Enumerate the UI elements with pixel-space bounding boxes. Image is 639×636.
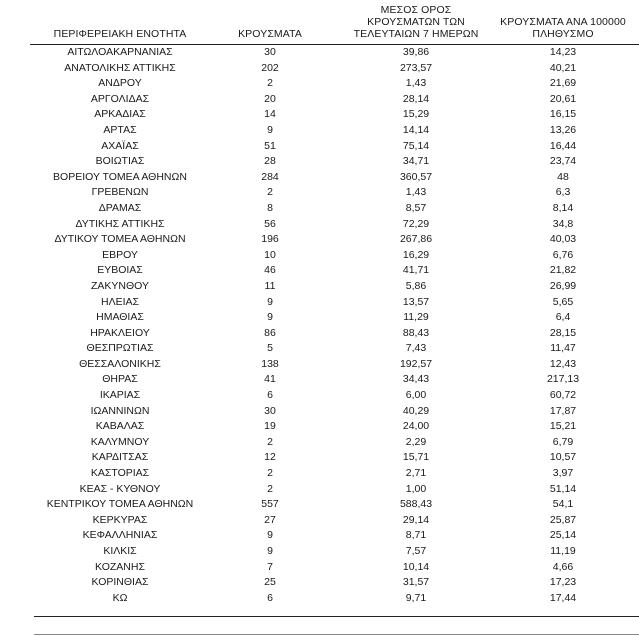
table-row	[0, 497, 639, 513]
cell-cases: 202	[261, 61, 279, 74]
table-row	[0, 92, 639, 108]
cell-cases: 9	[267, 529, 273, 542]
cell-cases: 19	[264, 420, 276, 433]
cell-region: ΖΑΚΥΝΘΟΥ	[90, 279, 149, 292]
table-row	[0, 76, 639, 92]
cell-seven-day-average: 88,43	[402, 326, 430, 339]
header-avg-line-1: ΜΕΣΟΣ ΟΡΟΣ	[380, 4, 452, 16]
cell-region: ΔΥΤΙΚΗΣ ΑΤΤΙΚΗΣ	[75, 217, 165, 230]
table-row	[0, 388, 639, 404]
table-row	[0, 560, 639, 576]
cell-cases: 6	[267, 591, 273, 604]
cell-cases-per-100000: 11,19	[550, 545, 576, 557]
cell-region: ΚΑΣΤΟΡΙΑΣ	[90, 467, 150, 480]
cell-region: ΒΟΙΩΤΙΑΣ	[95, 155, 145, 168]
cell-region: ΑΝΔΡΟΥ	[98, 77, 142, 90]
cell-cases: 46	[264, 264, 276, 277]
table-row	[0, 513, 639, 529]
cell-cases: 2	[267, 482, 273, 495]
cell-cases-per-100000: 217,13	[546, 373, 580, 386]
cell-region: ΚΕΝΤΡΙΚΟΥ ΤΟΜΕΑ ΑΘΗΝΩΝ	[46, 498, 194, 511]
header-avg-line-2: ΚΡΟΥΣΜΑΤΩΝ ΤΩΝ	[367, 16, 465, 28]
table-row	[0, 263, 639, 279]
cell-region: ΚΕΡΚΥΡΑΣ	[92, 513, 148, 526]
cell-seven-day-average: 29,14	[402, 513, 430, 526]
table-row	[0, 450, 639, 466]
cell-seven-day-average: 39,86	[402, 46, 430, 58]
cell-seven-day-average: 41,71	[402, 264, 430, 277]
cell-region: ΑΧΑΪΑΣ	[101, 139, 139, 152]
table-row	[0, 310, 639, 326]
table-row	[0, 295, 639, 311]
cell-seven-day-average: 31,57	[402, 576, 430, 589]
cell-region: ΔΡΑΜΑΣ	[98, 201, 142, 214]
page-bottom-rule	[34, 634, 639, 635]
cell-region: ΗΛΕΙΑΣ	[100, 295, 139, 308]
cell-cases-per-100000: 6,3	[555, 186, 571, 199]
cell-cases-per-100000: 16,44	[549, 139, 577, 152]
table-row	[0, 341, 639, 357]
cell-seven-day-average: 6,00	[405, 389, 427, 402]
cell-region: ΙΚΑΡΙΑΣ	[99, 389, 141, 402]
cell-seven-day-average: 13,57	[402, 295, 430, 308]
cell-cases: 25	[264, 576, 276, 589]
cell-region: ΓΡΕΒΕΝΩΝ	[91, 186, 149, 199]
cell-cases: 86	[264, 326, 276, 339]
cell-cases: 138	[261, 357, 279, 370]
cell-cases-per-100000: 8,14	[552, 201, 574, 214]
cell-cases: 11	[264, 279, 276, 292]
cell-cases-per-100000: 25,87	[549, 513, 577, 526]
table-row	[0, 482, 639, 498]
header-cases-per-100000	[490, 16, 636, 40]
table-row	[0, 185, 639, 201]
table-row	[0, 528, 639, 544]
cell-cases-per-100000: 54,1	[552, 498, 574, 511]
cell-seven-day-average: 14,14	[402, 123, 430, 136]
cell-region: ΔΥΤΙΚΟΥ ΤΟΜΕΑ ΑΘΗΝΩΝ	[54, 233, 186, 246]
table-row	[0, 107, 639, 123]
cell-cases: 27	[264, 513, 276, 526]
cell-cases: 12	[264, 451, 276, 464]
cell-region: ΘΕΣΣΑΛΟΝΙΚΗΣ	[79, 357, 161, 370]
table-row	[0, 139, 639, 155]
cell-cases: 7	[267, 560, 273, 573]
table-row	[0, 217, 639, 233]
cell-cases-per-100000: 14,23	[549, 46, 577, 58]
cell-seven-day-average: 273,57	[399, 61, 433, 74]
cell-region: ΚΑΡΔΙΤΣΑΣ	[91, 451, 149, 464]
cell-region: ΚΑΒΑΛΑΣ	[95, 420, 145, 433]
table-row	[0, 466, 639, 482]
cell-region: ΚΟΖΑΝΗΣ	[95, 560, 145, 573]
cell-seven-day-average: 8,71	[405, 529, 427, 542]
cell-seven-day-average: 7,57	[405, 545, 427, 557]
table-row	[0, 544, 639, 560]
cell-cases: 284	[261, 170, 279, 183]
table-row	[0, 61, 639, 77]
cell-region: ΕΒΡΟΥ	[102, 248, 138, 261]
cell-seven-day-average: 7,43	[405, 342, 427, 355]
cell-region: ΘΗΡΑΣ	[102, 373, 138, 386]
table-row	[0, 404, 639, 420]
table-row	[0, 232, 639, 248]
cell-cases: 2	[267, 186, 273, 199]
cell-cases: 557	[261, 498, 279, 511]
header-region	[30, 28, 210, 40]
cell-cases: 28	[264, 155, 276, 168]
table-row	[0, 45, 639, 61]
table-row	[0, 170, 639, 186]
header-per-line-1: ΚΡΟΥΣΜΑΤΑ ΑΝΑ 100000	[500, 16, 626, 28]
table-row	[0, 575, 639, 591]
header-seven-day-average	[342, 4, 490, 40]
cell-region: ΚΟΡΙΝΘΙΑΣ	[91, 576, 149, 589]
cell-cases-per-100000: 6,76	[552, 248, 574, 261]
table-body	[0, 45, 639, 606]
cell-seven-day-average: 24,00	[402, 420, 430, 433]
cell-cases-per-100000: 26,99	[549, 279, 577, 292]
cell-seven-day-average: 15,29	[402, 108, 430, 121]
cell-seven-day-average: 8,57	[405, 201, 427, 214]
cell-seven-day-average: 1,43	[405, 77, 427, 90]
cell-cases: 30	[264, 404, 276, 417]
cell-region: ΚΕΑΣ - ΚΥΘΝΟΥ	[79, 482, 161, 495]
header-avg-line-3: ΤΕΛΕΥΤΑΙΩΝ 7 ΗΜΕΡΩΝ	[353, 28, 479, 40]
cell-seven-day-average: 10,14	[402, 560, 430, 573]
cell-cases-per-100000: 17,23	[549, 576, 577, 589]
cell-cases-per-100000: 15,21	[549, 420, 577, 433]
cell-cases-per-100000: 10,57	[549, 451, 577, 464]
cell-seven-day-average: 588,43	[399, 498, 433, 511]
cell-cases: 2	[267, 435, 273, 448]
table-row	[0, 201, 639, 217]
cell-region: ΗΜΑΘΙΑΣ	[96, 311, 144, 324]
cell-seven-day-average: 72,29	[402, 217, 430, 230]
cell-seven-day-average: 2,29	[405, 435, 427, 448]
cell-cases: 6	[267, 389, 273, 402]
cell-cases-per-100000: 5,65	[552, 295, 574, 308]
cell-cases-per-100000: 48	[557, 170, 569, 183]
table-bottom-rule	[34, 616, 639, 617]
cell-seven-day-average: 40,29	[402, 404, 430, 417]
cell-cases: 30	[264, 46, 276, 58]
cell-region: ΚΩ	[112, 591, 128, 604]
table-row	[0, 419, 639, 435]
header-cases-label: ΚΡΟΥΣΜΑΤΑ	[238, 28, 302, 40]
cell-seven-day-average: 75,14	[402, 139, 430, 152]
cell-region: ΙΩΑΝΝΙΝΩΝ	[90, 404, 150, 417]
cell-cases-per-100000: 28,15	[549, 326, 577, 339]
table-row	[0, 248, 639, 264]
cell-seven-day-average: 16,29	[402, 248, 430, 261]
cell-cases: 56	[264, 217, 276, 230]
cell-seven-day-average: 360,57	[399, 170, 433, 183]
cell-region: ΑΙΤΩΛΟΑΚΑΡΝΑΝΙΑΣ	[67, 46, 173, 58]
cell-cases-per-100000: 11,47	[550, 342, 576, 355]
cell-region: ΑΝΑΤΟΛΙΚΗΣ ΑΤΤΙΚΗΣ	[64, 61, 176, 74]
cell-cases-per-100000: 21,69	[549, 77, 577, 90]
header-per-line-2: ΠΛΗΘΥΣΜΟ	[532, 28, 594, 40]
cell-cases: 2	[267, 467, 273, 480]
cell-cases-per-100000: 40,03	[549, 233, 577, 246]
cell-region: ΑΡΤΑΣ	[103, 123, 137, 136]
cell-cases: 2	[267, 77, 273, 90]
cell-seven-day-average: 1,00	[405, 482, 427, 495]
cell-cases-per-100000: 3,97	[552, 467, 574, 480]
table-row	[0, 372, 639, 388]
table-row	[0, 435, 639, 451]
cell-region: ΚΑΛΥΜΝΟΥ	[90, 435, 150, 448]
table-row	[0, 357, 639, 373]
cell-seven-day-average: 192,57	[399, 357, 433, 370]
cell-region: ΑΡΓΟΛΙΔΑΣ	[90, 92, 150, 105]
cell-cases-per-100000: 6,4	[555, 311, 571, 324]
cell-cases: 8	[267, 201, 273, 214]
cell-cases-per-100000: 60,72	[549, 389, 577, 402]
header-region-label: ΠΕΡΙΦΕΡΕΙΑΚΗ ΕΝΟΤΗΤΑ	[53, 28, 187, 40]
cell-region: ΗΡΑΚΛΕΙΟΥ	[90, 326, 150, 339]
cell-cases-per-100000: 12,43	[549, 357, 577, 370]
cell-region: ΑΡΚΑΔΙΑΣ	[94, 108, 146, 121]
cell-cases-per-100000: 21,82	[549, 264, 577, 277]
cell-cases-per-100000: 4,66	[552, 560, 574, 573]
cell-cases-per-100000: 17,87	[549, 404, 577, 417]
cell-region: ΕΥΒΟΙΑΣ	[97, 264, 143, 277]
cell-seven-day-average: 5,86	[405, 279, 427, 292]
cell-seven-day-average: 28,14	[402, 92, 430, 105]
table-row	[0, 123, 639, 139]
cell-seven-day-average: 15,71	[402, 451, 430, 464]
cell-region: ΘΕΣΠΡΩΤΙΑΣ	[86, 342, 154, 355]
cell-cases-per-100000: 51,14	[549, 482, 577, 495]
cell-cases: 9	[267, 545, 273, 557]
cell-cases: 10	[264, 248, 276, 261]
cell-cases: 5	[267, 342, 273, 355]
cell-cases: 196	[261, 233, 279, 246]
table-row	[0, 279, 639, 295]
cell-seven-day-average: 9,71	[405, 591, 427, 604]
cell-region: ΒΟΡΕΙΟΥ ΤΟΜΕΑ ΑΘΗΝΩΝ	[53, 170, 187, 183]
table-row	[0, 591, 639, 607]
cell-cases: 14	[264, 108, 276, 121]
cell-cases-per-100000: 23,74	[549, 155, 577, 168]
cell-seven-day-average: 34,71	[402, 155, 430, 168]
cell-region: ΚΕΦΑΛΛΗΝΙΑΣ	[82, 529, 158, 542]
cell-cases-per-100000: 34,8	[552, 217, 574, 230]
cell-cases-per-100000: 25,14	[549, 529, 577, 542]
header-cases	[218, 28, 322, 40]
cell-cases: 9	[267, 123, 273, 136]
cell-cases-per-100000: 20,61	[549, 92, 577, 105]
cell-seven-day-average: 2,71	[405, 467, 427, 480]
table-row	[0, 154, 639, 170]
table-header	[0, 0, 639, 44]
cell-seven-day-average: 11,29	[403, 311, 429, 324]
cell-cases: 20	[264, 92, 276, 105]
cell-cases: 9	[267, 295, 273, 308]
cell-cases: 51	[264, 139, 276, 152]
cell-seven-day-average: 1,43	[405, 186, 427, 199]
cell-seven-day-average: 34,43	[402, 373, 430, 386]
cell-cases-per-100000: 16,15	[549, 108, 577, 121]
cell-cases: 41	[264, 373, 276, 386]
table-row	[0, 326, 639, 342]
cell-cases-per-100000: 6,79	[552, 435, 574, 448]
cell-cases-per-100000: 17,44	[549, 591, 577, 604]
cell-region: ΚΙΛΚΙΣ	[103, 545, 137, 557]
cell-cases: 9	[267, 311, 273, 324]
cell-seven-day-average: 267,86	[399, 233, 433, 246]
cell-cases-per-100000: 13,26	[549, 123, 577, 136]
cell-cases-per-100000: 40,21	[549, 61, 577, 74]
